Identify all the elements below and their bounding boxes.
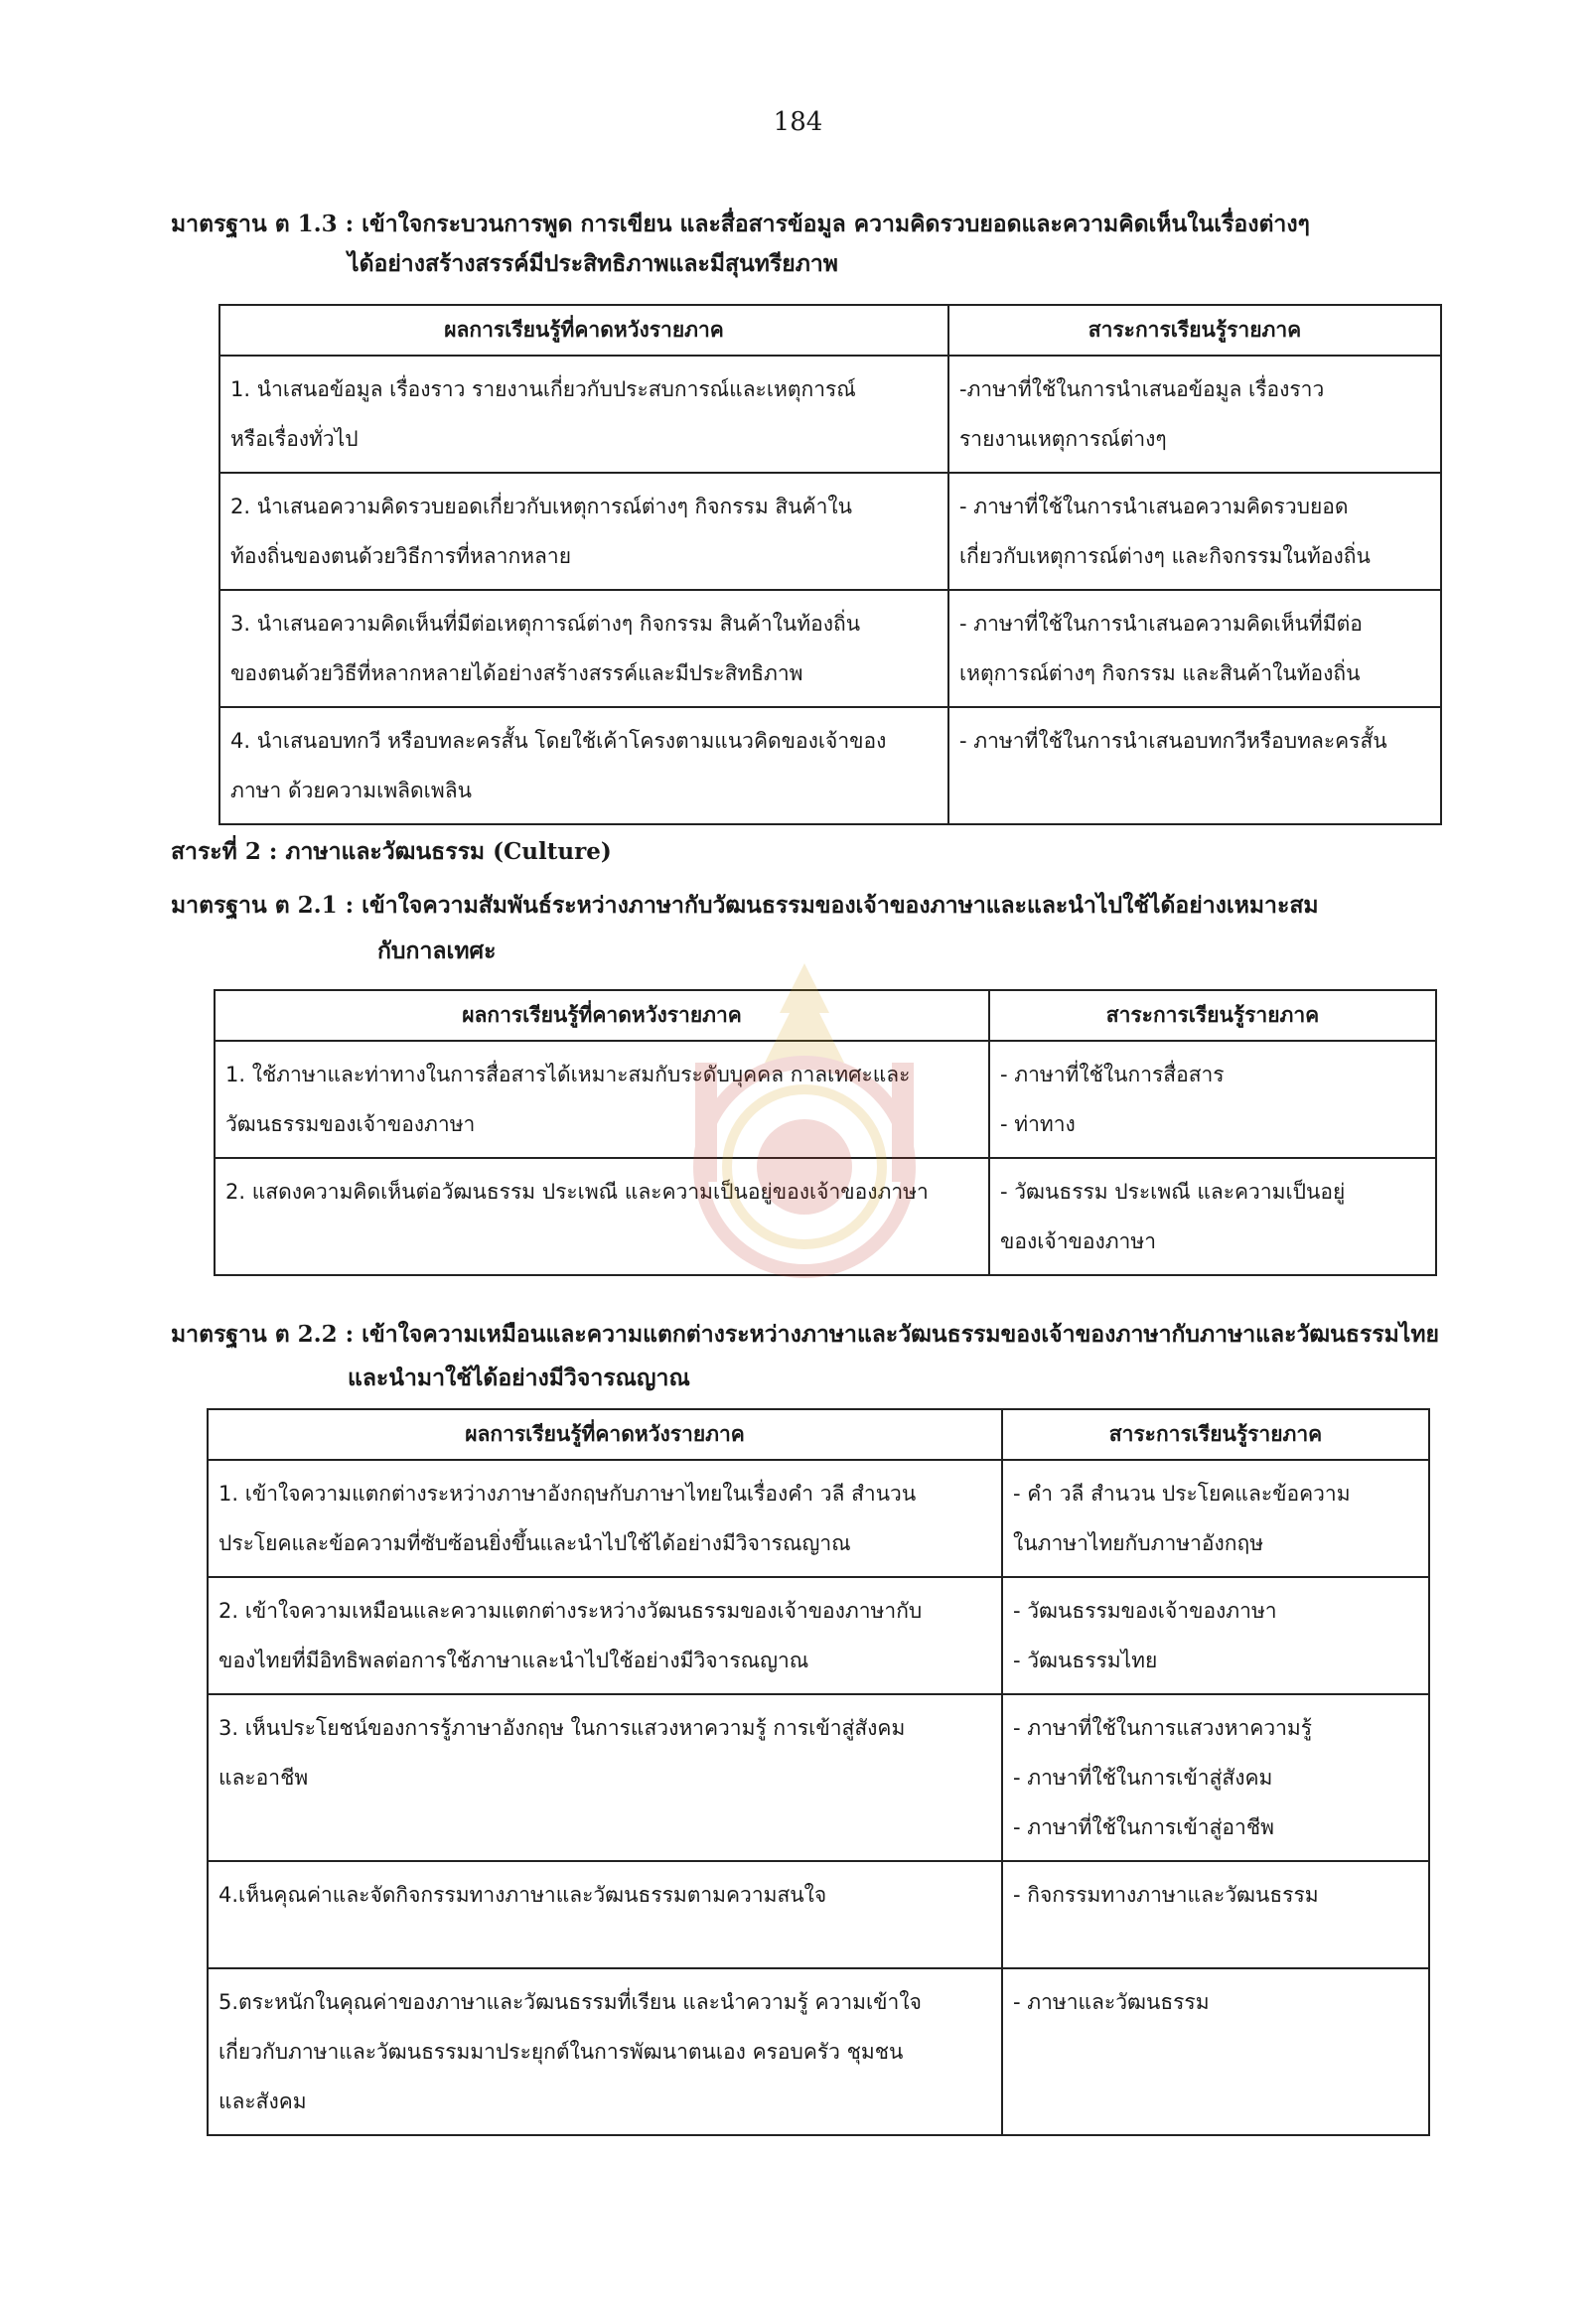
outcome-column-header: ผลการเรียนรู้ที่คาดหวังรายภาค xyxy=(219,305,948,356)
table-row: 2. แสดงความคิดเห็นต่อวัฒนธรรม ประเพณี และความเป็นอยู่ของเจ้าของภาษา - วัฒนธรรม ประเพณี และความเป็นอยู่ ของเจ้าของภาษา xyxy=(215,1158,1436,1275)
standard-1-3-table xyxy=(218,304,1442,825)
outcome-column-header: ผลการเรียนรู้ที่คาดหวังรายภาค xyxy=(215,990,989,1041)
table-row: 4. นำเสนอบทกวี หรือบทละครสั้น โดยใช้เค้าโครงตามแนวคิดของเจ้าของ ภาษา ด้วยความเพลิดเพลิน - ภาษาที่ใช้ในการนำเสนอบทกวีหรือบทละครสั้น xyxy=(219,707,1441,824)
content-column-header: สาระการเรียนรู้รายภาค xyxy=(948,305,1441,356)
content-column-header: สาระการเรียนรู้รายภาค xyxy=(989,990,1436,1041)
standard-1-3-heading: มาตรฐาน ต 1.3 : เข้าใจกระบวนการพูด การเขียน และสื่อสารข้อมูล ความคิดรวบยอดและความคิดเห็นในเรื่องต่างๆ ได้อย่างสร้างสรรค์มีประสิทธิภาพและมีสุนทรียภาพ xyxy=(171,211,1310,277)
standard-2-2-heading: มาตรฐาน ต 2.2 : เข้าใจความเหมือนและความแตกต่างระหว่างภาษาและวัฒนธรรมของเจ้าของภาษากับภาษาและวัฒนธรรมไทย และนำมาใช้ได้อย่างมีวิจารณญาณ xyxy=(171,1321,1439,1391)
table-row: 1. นำเสนอข้อมูล เรื่องราว รายงานเกี่ยวกับประสบการณ์และเหตุการณ์ หรือเรื่องทั่วไป -ภาษาที่ใช้ในการนำเสนอข้อมูล เรื่องราว รายงานเหตุการณ์ต่างๆ xyxy=(219,356,1441,473)
table-row: 3. เห็นประโยชน์ของการรู้ภาษาอังกฤษ ในการแสวงหาความรู้ การเข้าสู่สังคม และอาชีพ - ภาษาที่ใช้ในการแสวงหาความรู้ - ภาษาที่ใช้ในการเข้าสู่สังคม - ภาษาที่ใช้ในการเข้าสู่อาชีพ xyxy=(208,1694,1429,1861)
standard-2-1-heading: มาตรฐาน ต 2.1 : เข้าใจความสัมพันธ์ระหว่างภาษากับวัฒนธรรมของเจ้าของภาษาและและนำไปใช้ได้อย่างเหมาะสม กับกาลเทศะ xyxy=(171,892,1319,964)
standard-2-1-table xyxy=(214,989,1437,1276)
content-column-header: สาระการเรียนรู้รายภาค xyxy=(1002,1409,1429,1460)
table-row: 2. นำเสนอความคิดรวบยอดเกี่ยวกับเหตุการณ์ต่างๆ กิจกรรม สินค้าใน ท้องถิ่นของตนด้วยวิธีการที่หลากหลาย - ภาษาที่ใช้ในการนำเสนอความคิดรวบยอด เกี่ยวกับเหตุการณ์ต่างๆ และกิจกรรมในท้องถิ่น xyxy=(219,473,1441,590)
table-row: 5.ตระหนักในคุณค่าของภาษาและวัฒนธรรมที่เรียน และนำความรู้ ความเข้าใจ เกี่ยวกับภาษาและวัฒนธรรมมาประยุกต์ในการพัฒนาตนเอง ครอบครัว ชุมชน และสังคม - ภาษาและวัฒนธรรม xyxy=(208,1968,1429,2135)
table-row: 1. เข้าใจความแตกต่างระหว่างภาษาอังกฤษกับภาษาไทยในเรื่องคำ วลี สำนวน ประโยคและข้อความที่ซับซ้อนยิ่งขึ้นและนำไปใช้ได้อย่างมีวิจารณญาณ - คำ วลี สำนวน ประโยคและข้อความ ในภาษาไทยกับภาษาอังกฤษ xyxy=(208,1460,1429,1577)
strand-2-heading: สาระที่ 2 : ภาษาและวัฒนธรรม (Culture) xyxy=(171,838,612,865)
standard-2-2-table xyxy=(207,1408,1430,2136)
table-row: 1. ใช้ภาษาและท่าทางในการสื่อสารได้เหมาะสมกับระดับบุคคล กาลเทศะและ วัฒนธรรมของเจ้าของภาษา - ภาษาที่ใช้ในการสื่อสาร - ท่าทาง xyxy=(215,1041,1436,1158)
table-row: 3. นำเสนอความคิดเห็นที่มีต่อเหตุการณ์ต่างๆ กิจกรรม สินค้าในท้องถิ่น ของตนด้วยวิธีที่หลากหลายได้อย่างสร้างสรรค์และมีประสิทธิภาพ - ภาษาที่ใช้ในการนำเสนอความคิดเห็นที่มีต่อ เหตุการณ์ต่างๆ กิจกรรม และสินค้าในท้องถิ่น xyxy=(219,590,1441,707)
page-number: 184 xyxy=(773,107,823,137)
outcome-column-header: ผลการเรียนรู้ที่คาดหวังรายภาค xyxy=(208,1409,1002,1460)
table-row: 2. เข้าใจความเหมือนและความแตกต่างระหว่างวัฒนธรรมของเจ้าของภาษากับ ของไทยที่มีอิทธิพลต่อการใช้ภาษาและนำไปใช้อย่างมีวิจารณญาณ - วัฒนธรรมของเจ้าของภาษา - วัฒนธรรมไทย xyxy=(208,1577,1429,1694)
table-row: 4.เห็นคุณค่าและจัดกิจกรรมทางภาษาและวัฒนธรรมตามความสนใจ - กิจกรรมทางภาษาและวัฒนธรรม xyxy=(208,1861,1429,1968)
